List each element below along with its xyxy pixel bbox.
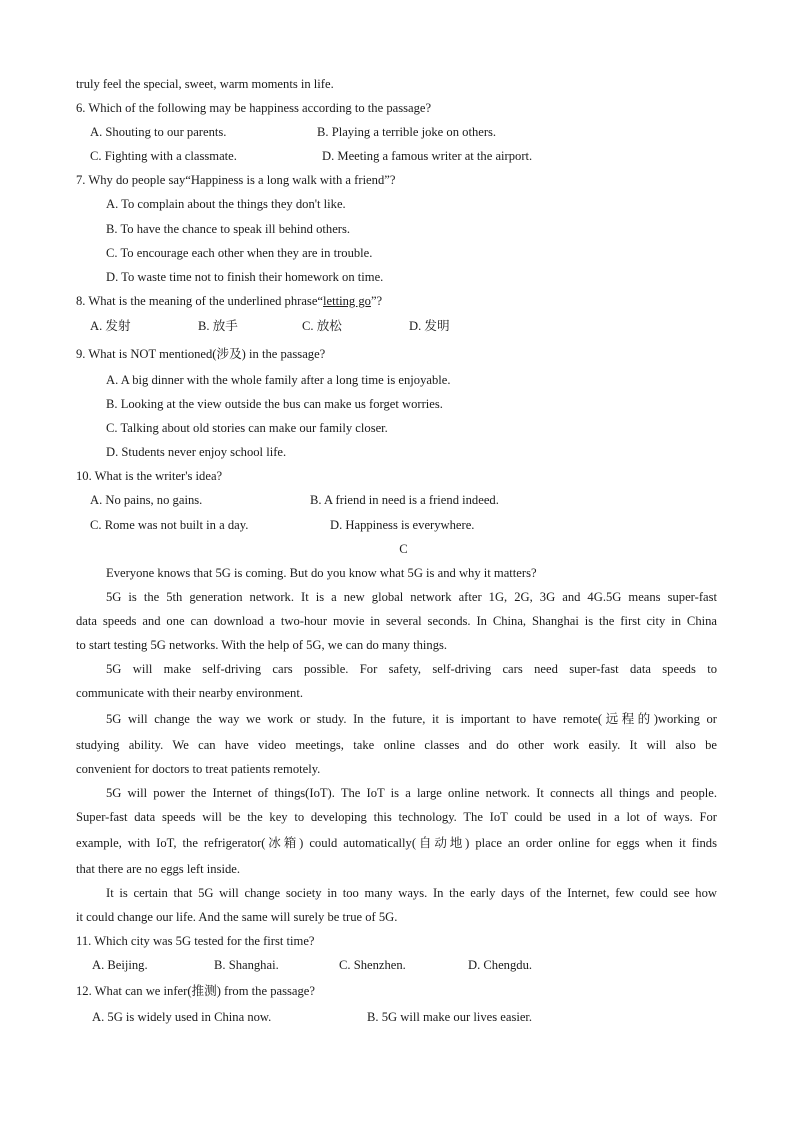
question-9-option-c: C. Talking about old stories can make our family closer. [106,421,388,435]
section-c-p5-line-1: 5G will power the Internet of things(IoT). The IoT is a large online network. It connects all things and people. [106,786,717,800]
section-c-p5-line-3: example, with IoT, the refrigerator(冰箱) could automatically(自动地) place an order online for eggs when it finds [76,836,717,850]
section-c-p5-line-4: that there are no eggs left inside. [76,862,241,876]
section-c-p4-line-2: studying ability. We can have video meetings, take online classes and do other work easily. It will also be [76,738,717,752]
section-c-label: C [399,542,408,556]
question-8-stem-after: ”? [370,294,383,308]
question-11-option-c: C. Shenzhen. [339,958,406,972]
question-10-stem: 10. What is the writer's idea? [76,469,223,483]
question-9-option-b: B. Looking at the view outside the bus can make us forget worries. [106,397,443,411]
question-9-option-d: D. Students never enjoy school life. [106,445,287,459]
question-10-option-b: B. A friend in need is a friend indeed. [310,493,499,507]
section-c-p6-line-2: it could change our life. And the same will surely be true of 5G. [76,910,398,924]
question-11-option-b: B. Shanghai. [214,958,279,972]
question-11-option-a: A. Beijing. [92,958,148,972]
section-c-p2-line-1: 5G is the 5th generation network. It is a new global network after 1G, 2G, 3G and 4G.5G means super-fast [106,590,717,604]
section-c-p2-line-3: to start testing 5G networks. With the help of 5G, we can do many things. [76,638,448,652]
question-9-stem: 9. What is NOT mentioned(涉及) in the passage? [76,347,326,361]
question-7-stem: 7. Why do people say“Happiness is a long walk with a friend”? [76,173,396,187]
question-8-stem [76,293,382,310]
question-10-option-d: D. Happiness is everywhere. [330,518,475,532]
section-c-p4-line-1: 5G will change the way we work or study. In the future, it is important to have remote(远程的)working or [106,712,717,726]
question-10-option-a: A. No pains, no gains. [90,493,203,507]
question-10-option-c: C. Rome was not built in a day. [90,518,249,532]
question-12-option-a: A. 5G is widely used in China now. [92,1010,272,1024]
question-11-option-d: D. Chengdu. [468,958,533,972]
section-c-p2-line-2: data speeds and one can download a two-hour movie in several seconds. In China, Shanghai is the first city in China [76,614,717,628]
question-12-stem: 12. What can we infer(推测) from the passage? [76,984,315,998]
question-12-option-b: B. 5G will make our lives easier. [367,1010,533,1024]
question-8-option-a: A. 发射 [90,319,131,333]
question-8-stem-before: 8. What is the meaning of the underlined phrase“ [76,294,324,308]
question-8-option-d: D. 发明 [409,319,450,333]
section-c-p4-line-3: convenient for doctors to treat patients remotely. [76,762,321,776]
question-7-option-c: C. To encourage each other when they are in trouble. [106,246,373,260]
question-7-option-b: B. To have the chance to speak ill behind others. [106,222,351,236]
question-6-option-b: B. Playing a terrible joke on others. [317,125,497,139]
question-6-stem: 6. Which of the following may be happiness according to the passage? [76,101,432,115]
section-c-p5-line-2: Super-fast data speeds will be the key to developing this technology. The IoT could be used in a lot of ways. For [76,810,717,824]
question-6-option-c: C. Fighting with a classmate. [90,149,237,163]
question-9-option-a: A. A big dinner with the whole family after a long time is enjoyable. [106,373,451,387]
question-8-option-b: B. 放手 [198,319,238,333]
question-6-option-d: D. Meeting a famous writer at the airport. [322,149,533,163]
question-8-option-c: C. 放松 [302,319,342,333]
section-c-paragraph-1: Everyone knows that 5G is coming. But do you know what 5G is and why it matters? [106,566,537,580]
passage-b-last-line: truly feel the special, sweet, warm moments in life. [76,77,334,91]
question-7-option-d: D. To waste time not to finish their homework on time. [106,270,384,284]
question-8-underlined-phrase: letting go [323,294,371,308]
section-c-p3-line-1: 5G will make self-driving cars possible. For safety, self-driving cars need super-fast data speeds to [106,662,717,676]
section-c-p6-line-1: It is certain that 5G will change society in too many ways. In the early days of the Internet, few could see how [106,886,717,900]
section-c-p3-line-2: communicate with their nearby environment. [76,686,303,700]
question-11-stem: 11. Which city was 5G tested for the first time? [76,934,315,948]
question-7-option-a: A. To complain about the things they don't like. [106,197,346,211]
question-6-option-a: A. Shouting to our parents. [90,125,227,139]
